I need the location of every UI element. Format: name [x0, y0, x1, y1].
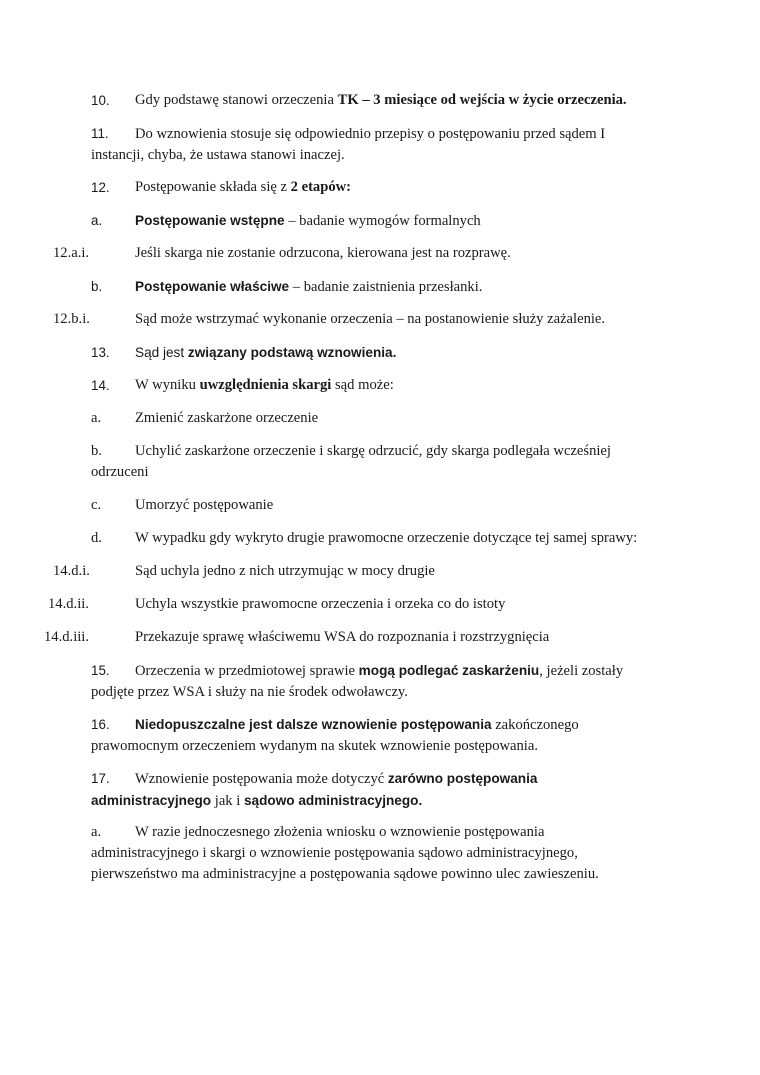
item-text: W razie jednoczesnego złożenia wniosku o wznowienie postępowania administracyjnego i skargi o wznowienie postępowania sądowo administracyjnego, pierwszeństwo ma administracyjne a postępowania sądowe powinno ulec zawieszeniu. [91, 824, 599, 882]
text-run: Wznowienie postępowania może dotyczyć [135, 771, 388, 787]
text-run: zakończonego prawomocnym orzeczeniem wydanym na skutek wznowienie postępowania. [91, 717, 579, 754]
item-number: b. [91, 443, 102, 459]
item-text: Zmienić zaskarżone orzeczenie [135, 410, 319, 426]
item-text [135, 276, 482, 298]
item-number: b. [91, 279, 103, 294]
text-run: Orzeczenia w przedmiotowej sprawie [135, 663, 359, 679]
item-number: 14. [91, 378, 110, 393]
item-text: Uchyla wszystkie prawomocne orzeczenia i orzeka co do istoty [135, 596, 506, 612]
item-text [135, 375, 394, 396]
item-number: 17. [91, 771, 110, 786]
text-run: Gdy podstawę stanowi orzeczenia [135, 92, 338, 108]
item-number: 12.b.i. [53, 311, 90, 327]
item-number: a. [91, 410, 102, 426]
text-run: Postępowanie składa się z [135, 179, 291, 195]
list-item-17a [91, 822, 651, 885]
bold-text: sądowo administracyjnego. [243, 793, 423, 808]
bold-text: 2 etapów: [290, 179, 352, 195]
item-text: Sąd może wstrzymać wykonanie orzeczenia – na postanowienie służy zażalenie. [135, 311, 606, 327]
item-number: 14.d.ii. [48, 596, 89, 612]
text-run: , jeżeli zostały podjęte przez WSA i służy na nie środek odwoławczy. [91, 663, 624, 700]
text-run: Sąd jest [135, 345, 188, 360]
text-run: sąd może: [331, 377, 394, 393]
item-text: Jeśli skarga nie zostanie odrzucona, kierowana jest na rozprawę. [135, 245, 511, 261]
item-number: a. [91, 824, 102, 840]
bold-text: mogą podlegać zaskarżeniu [358, 663, 540, 678]
list-item-14b [91, 441, 651, 483]
item-number: 14.d.iii. [44, 629, 89, 645]
list-item-16 [91, 714, 651, 757]
item-text: Przekazuje sprawę właściwemu WSA do rozpoznania i rozstrzygnięcia [135, 629, 550, 645]
bold-text: TK – 3 miesiące od wejścia w życie orzeczenia. [337, 92, 627, 108]
bold-text: Postępowanie właściwe [135, 279, 290, 294]
item-text [135, 342, 396, 364]
text-run: . [392, 345, 397, 360]
text-run: W wyniku [135, 377, 200, 393]
item-text [135, 90, 627, 111]
bold-text: Niedopuszczalne jest dalsze wznowienie postępowania [135, 717, 492, 732]
item-text: Umorzyć postępowanie [135, 497, 274, 513]
text-run: – badanie wymogów formalnych [284, 213, 481, 229]
item-number: 12.a.i. [53, 245, 90, 261]
item-number: 14.d.i. [53, 563, 90, 579]
text-run: – badanie zaistnienia przesłanki. [289, 279, 483, 295]
item-number: 16. [91, 717, 110, 732]
item-number: 10. [91, 93, 110, 108]
item-number: 13. [91, 345, 110, 360]
bold-text: związany podstawą wznowienia [187, 345, 393, 360]
item-text: W wypadku gdy wykryto drugie prawomocne orzeczenie dotyczące tej samej sprawy: [135, 530, 638, 546]
item-number: 15. [91, 663, 110, 678]
item-text [135, 210, 481, 232]
item-number: a. [91, 213, 103, 228]
bold-text: Postępowanie wstępne [135, 213, 285, 228]
bold-text: zarówno postępowania administracyjnego [91, 771, 538, 808]
list-item-15 [91, 660, 651, 703]
item-text: Uchylić zaskarżone orzeczenie i skargę odrzucić, gdy skarga podlegała wcześniej odrzuceni [91, 443, 611, 480]
list-item-11 [91, 123, 651, 166]
text-run: jak i [211, 793, 244, 809]
item-number: d. [91, 530, 102, 546]
item-number: 11. [91, 126, 109, 141]
item-text: Sąd uchyla jedno z nich utrzymując w mocy drugie [135, 563, 435, 579]
item-number: c. [91, 497, 102, 513]
item-number: 12. [91, 180, 110, 195]
bold-text: uwzględnienia skargi [199, 377, 332, 393]
item-text: Do wznowienia stosuje się odpowiednio przepisy o postępowaniu przed sądem I instancji, chyba, że ustawa stanowi inaczej. [91, 126, 606, 163]
item-text [135, 177, 351, 198]
list-item-17 [91, 768, 651, 812]
